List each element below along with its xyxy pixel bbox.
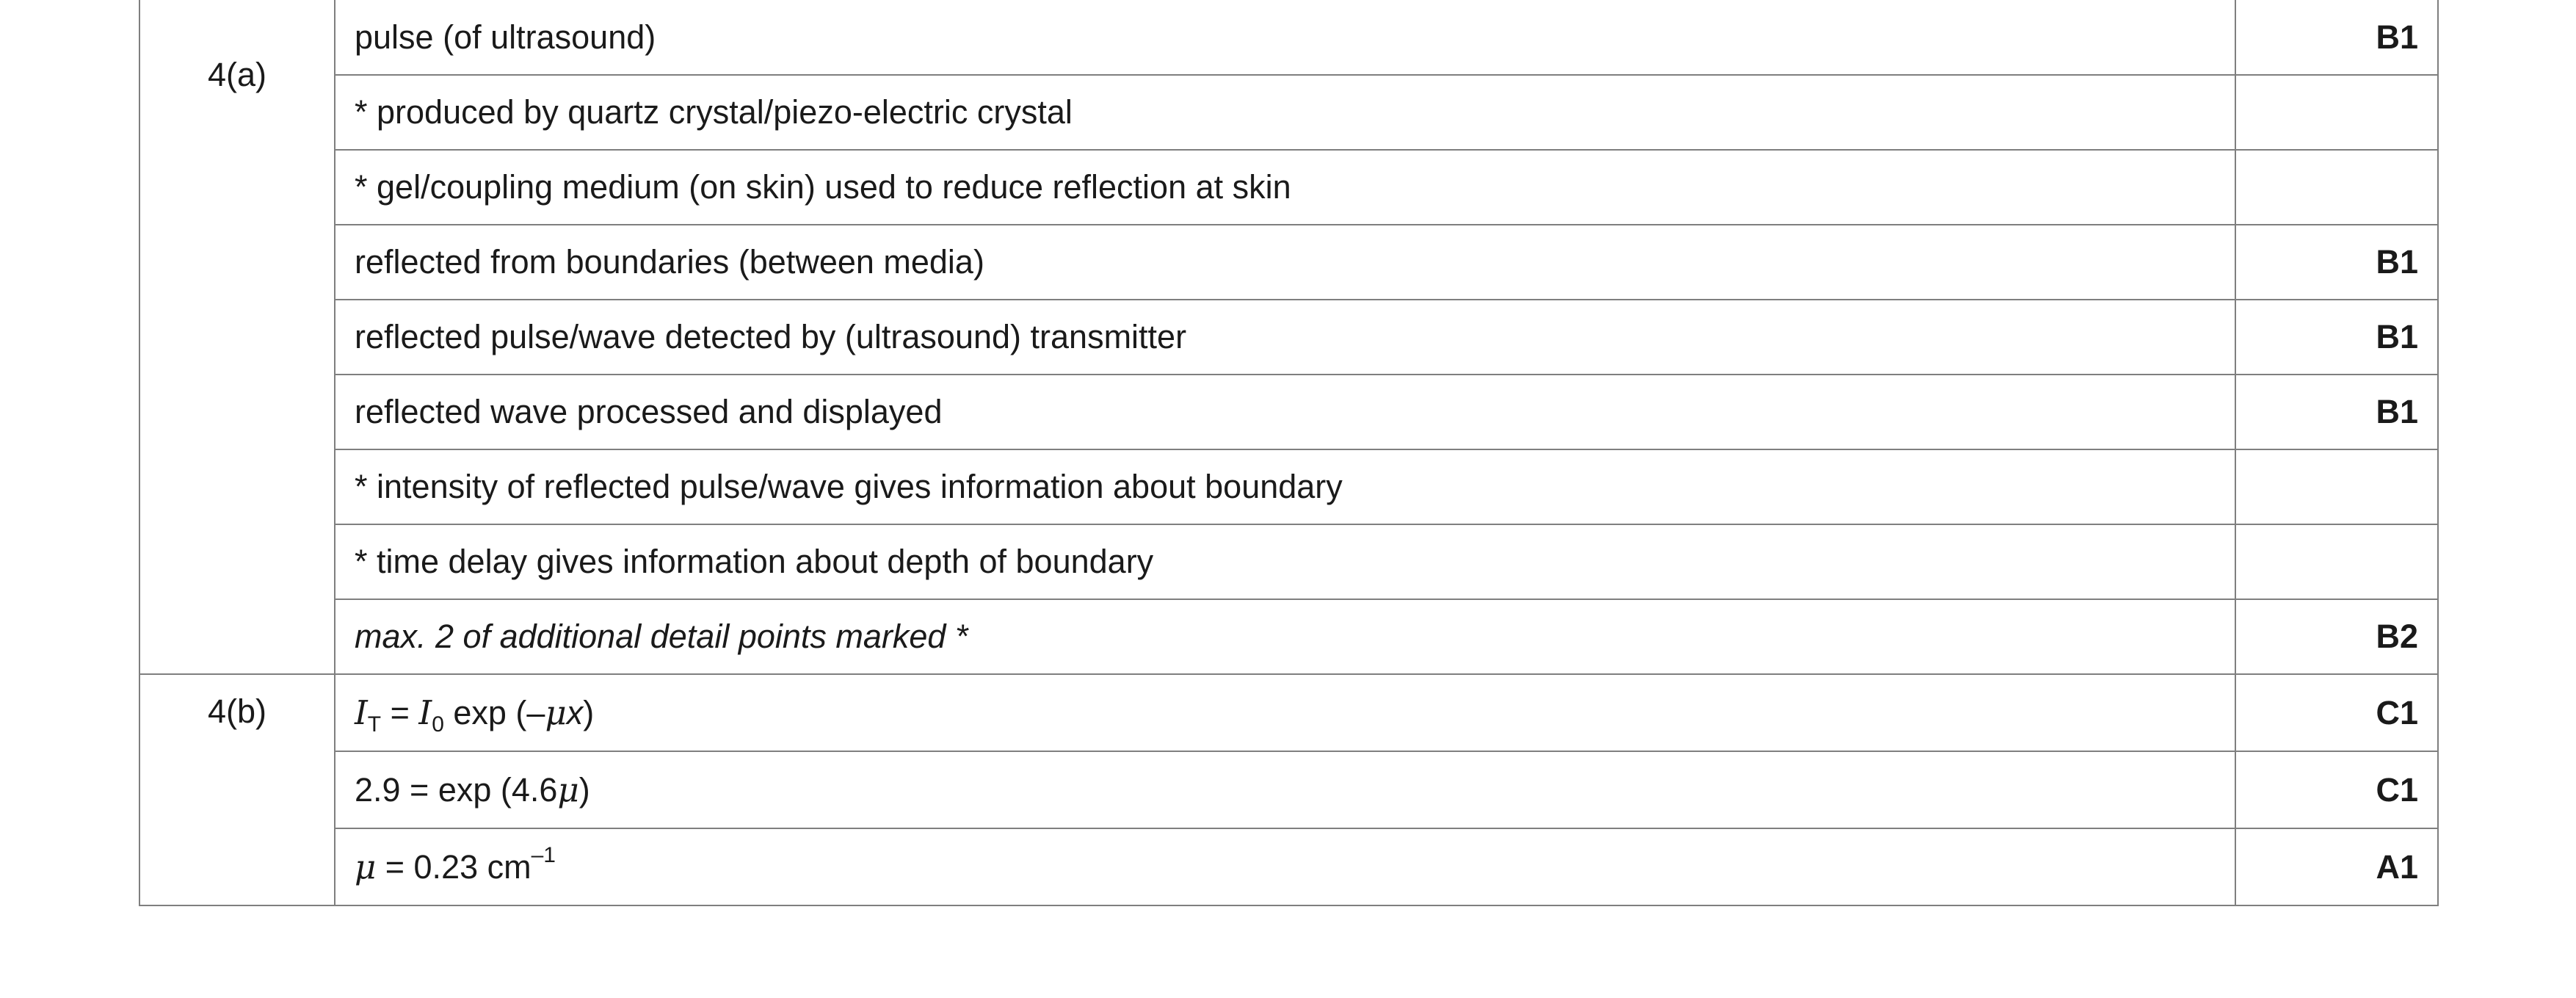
equation-text: = [381,694,419,731]
answer-cell [335,674,2235,751]
equation-text: ) [578,771,590,809]
table-row [139,828,2438,905]
mark-cell: C1 [2235,674,2438,751]
answer-cell [335,828,2235,905]
table-row [139,375,2438,449]
question-number-cell [139,0,335,674]
mark-cell: B1 [2235,375,2438,449]
equation-text: = 0.23 cm [376,848,531,886]
intensity-symbol: I [418,693,432,732]
table-row [139,225,2438,300]
table-row [139,449,2438,524]
question-number: 4(a) [207,56,267,93]
answer-cell: reflected pulse/wave detected by (ultrasound) transmitter [335,300,2235,375]
answer-cell: * time delay gives information about depth of boundary [335,524,2235,599]
table-row [139,75,2438,150]
mark-cell [2235,75,2438,150]
mark-cell: B2 [2235,599,2438,674]
answer-cell: max. 2 of additional detail points marked * [335,599,2235,674]
answer-cell: reflected wave processed and displayed [335,375,2235,449]
mu-symbol: μ [557,770,579,809]
mark-scheme-table [139,0,2439,906]
intensity-symbol: I [355,693,368,732]
table-row [139,300,2438,375]
mark-cell: B1 [2235,0,2438,75]
subscript-t: T [367,712,382,737]
answer-cell: pulse (of ultrasound) [335,0,2235,75]
subscript-zero: 0 [432,712,444,737]
mark-cell: B1 [2235,225,2438,300]
table-row [139,751,2438,828]
question-number: 4(b) [207,693,267,730]
answer-cell: reflected from boundaries (between media) [335,225,2235,300]
mu-symbol: μ [355,847,377,886]
superscript-exponent: –1 [531,843,556,867]
mark-cell [2235,150,2438,225]
mark-cell: B1 [2235,300,2438,375]
table-row [139,0,2438,75]
answer-cell: * gel/coupling medium (on skin) used to reduce reflection at skin [335,150,2235,225]
table-row [139,150,2438,225]
answer-cell: * produced by quartz crystal/piezo-electric crystal [335,75,2235,150]
mark-cell [2235,449,2438,524]
mu-symbol: μ [545,693,567,732]
answer-cell: * intensity of reflected pulse/wave gives information about boundary [335,449,2235,524]
equation-text: exp (– [443,694,545,731]
table-row [139,524,2438,599]
table-row [139,599,2438,674]
equation-text: 2.9 = exp (4.6 [355,771,558,809]
mark-cell: C1 [2235,751,2438,828]
mark-cell [2235,524,2438,599]
mark-cell: A1 [2235,828,2438,905]
answer-cell [335,751,2235,828]
table-row [139,674,2438,751]
equation-text: ) [583,694,595,731]
question-number-cell [139,674,335,905]
x-symbol: x [566,694,584,731]
